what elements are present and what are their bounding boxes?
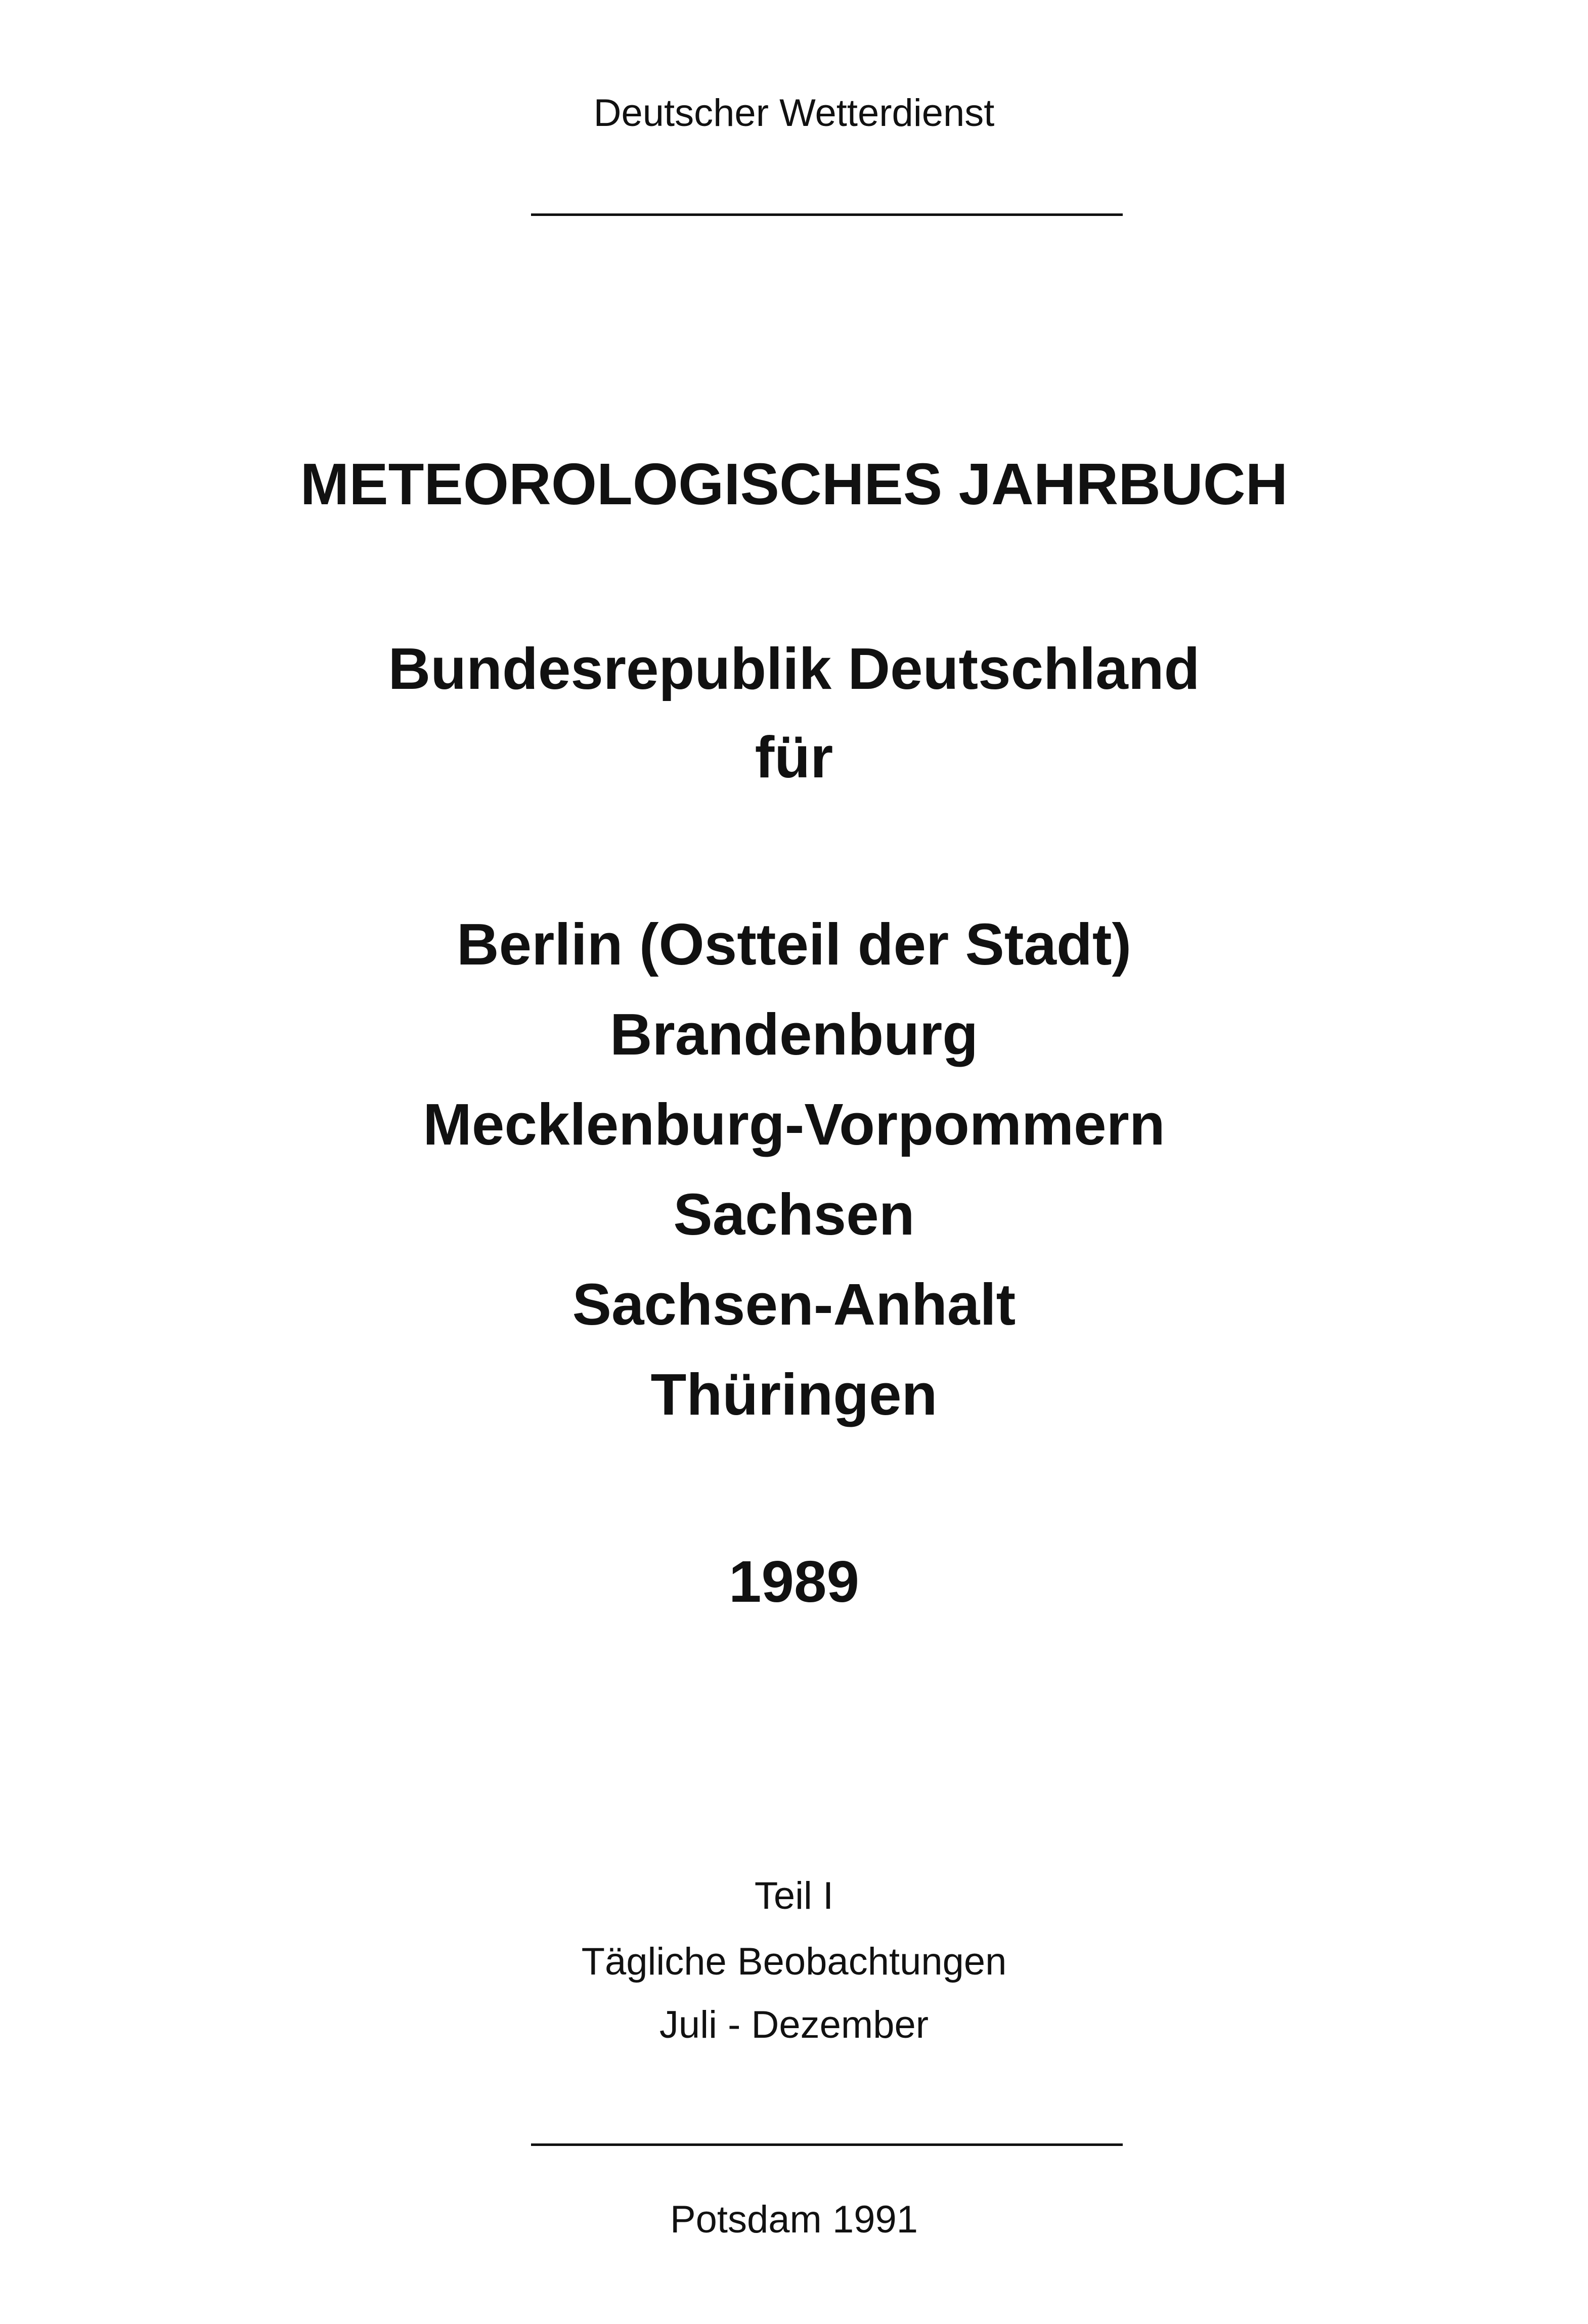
volume-subject: Tägliche Beobachtungen [581, 1940, 1007, 1983]
country-name: Bundesrepublik Deutschland [388, 636, 1200, 701]
publisher: Deutscher Wetterdienst [593, 92, 995, 135]
region-item: Berlin (Ostteil der Stadt) [456, 911, 1132, 977]
bottom-divider [531, 2143, 1123, 2146]
title-preposition: für [755, 724, 833, 790]
place-date: Potsdam 1991 [670, 2198, 918, 2241]
document-title: METEOROLOGISCHES JAHRBUCH [300, 451, 1288, 517]
year: 1989 [728, 1549, 860, 1614]
top-divider [531, 213, 1123, 216]
region-item: Sachsen [673, 1181, 915, 1247]
region-item: Brandenburg [609, 1001, 979, 1067]
volume-part: Teil I [754, 1874, 834, 1917]
region-item: Thüringen [650, 1362, 938, 1427]
volume-period: Juli - Dezember [659, 2003, 929, 2046]
region-item: Mecklenburg-Vorpommern [423, 1091, 1165, 1157]
region-item: Sachsen-Anhalt [572, 1271, 1016, 1337]
